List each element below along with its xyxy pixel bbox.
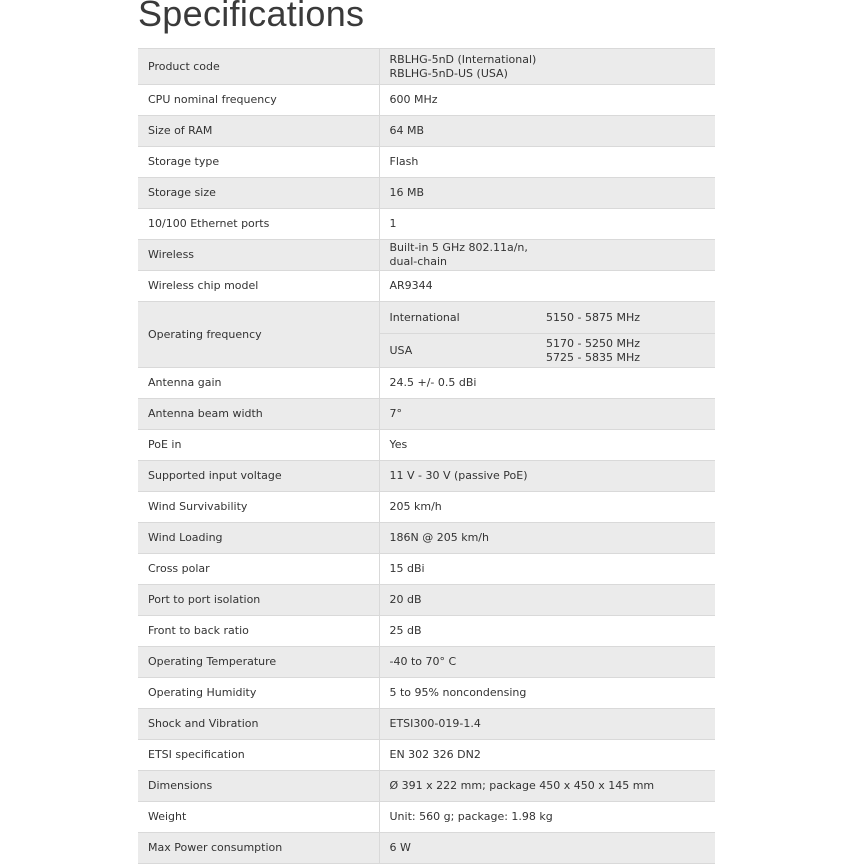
spec-row-poe-in bbox=[138, 430, 715, 461]
spec-value bbox=[379, 802, 715, 833]
spec-label: Product code bbox=[138, 49, 379, 85]
spec-row-wind-survivability bbox=[138, 492, 715, 523]
spec-row-storage-type bbox=[138, 147, 715, 178]
spec-label: PoE in bbox=[138, 430, 379, 461]
page-title: Specifications bbox=[138, 0, 365, 34]
spec-row-supported-input-voltage bbox=[138, 461, 715, 492]
spec-row-max-power-consumption bbox=[138, 833, 715, 864]
specifications-table-body bbox=[138, 49, 715, 864]
spec-value-line: 25 dB bbox=[389, 624, 422, 637]
spec-value bbox=[379, 647, 715, 678]
spec-label: Antenna gain bbox=[138, 368, 379, 399]
spec-row-dimensions bbox=[138, 771, 715, 802]
spec-value-line: dual-chain bbox=[389, 255, 448, 268]
spec-row-antenna-gain bbox=[138, 368, 715, 399]
spec-value-line: 11 V - 30 V (passive PoE) bbox=[389, 469, 528, 482]
spec-label: Wind Survivability bbox=[138, 492, 379, 523]
spec-value bbox=[379, 833, 715, 864]
spec-value-line: 5725 - 5835 MHz bbox=[546, 350, 640, 364]
spec-value bbox=[379, 523, 715, 554]
spec-label: Front to back ratio bbox=[138, 616, 379, 647]
spec-value-line: 24.5 +/- 0.5 dBi bbox=[389, 376, 477, 389]
frequency-region: USA bbox=[379, 334, 546, 368]
spec-value-line: 64 MB bbox=[389, 124, 425, 137]
spec-value-line: RBLHG-5nD-US (USA) bbox=[389, 66, 508, 80]
spec-value bbox=[379, 771, 715, 802]
spec-row-etsi-specification bbox=[138, 740, 715, 771]
spec-row-wind-loading bbox=[138, 523, 715, 554]
spec-value-line: 7° bbox=[389, 407, 402, 420]
spec-value bbox=[379, 430, 715, 461]
spec-value-line: 1 bbox=[389, 217, 397, 230]
spec-label: Shock and Vibration bbox=[138, 709, 379, 740]
spec-value-line: Unit: 560 g; package: 1.98 kg bbox=[389, 810, 553, 823]
spec-value bbox=[379, 85, 715, 116]
spec-value-line: 5150 - 5875 MHz bbox=[546, 310, 640, 324]
spec-label: Wireless bbox=[138, 240, 379, 271]
spec-row-front-to-back-ratio bbox=[138, 616, 715, 647]
spec-value bbox=[379, 678, 715, 709]
spec-value-line: Flash bbox=[389, 155, 419, 168]
spec-row-operating-humidity bbox=[138, 678, 715, 709]
spec-value bbox=[379, 368, 715, 399]
spec-row-operating-temperature bbox=[138, 647, 715, 678]
spec-label: Storage type bbox=[138, 147, 379, 178]
spec-value-line: AR9344 bbox=[389, 279, 433, 292]
spec-label: Operating frequency bbox=[138, 302, 379, 368]
spec-value bbox=[379, 209, 715, 240]
spec-row-weight bbox=[138, 802, 715, 833]
spec-value bbox=[379, 271, 715, 302]
spec-value-line: Ø 391 x 222 mm; package 450 x 450 x 145 mm bbox=[389, 779, 655, 792]
spec-value-line: 205 km/h bbox=[389, 500, 442, 513]
spec-row-10-100-ethernet-ports bbox=[138, 209, 715, 240]
spec-value-line: 600 MHz bbox=[389, 93, 438, 106]
spec-value bbox=[379, 585, 715, 616]
spec-label: Storage size bbox=[138, 178, 379, 209]
spec-row-shock-and-vibration bbox=[138, 709, 715, 740]
spec-label: Wind Loading bbox=[138, 523, 379, 554]
spec-label: CPU nominal frequency bbox=[138, 85, 379, 116]
spec-label: Wireless chip model bbox=[138, 271, 379, 302]
spec-value-line: 6 W bbox=[389, 841, 411, 854]
frequency-region: International bbox=[379, 302, 546, 334]
spec-value bbox=[379, 492, 715, 523]
spec-value bbox=[379, 709, 715, 740]
spec-value bbox=[379, 178, 715, 209]
spec-value-line: 15 dBi bbox=[389, 562, 425, 575]
spec-row-storage-size bbox=[138, 178, 715, 209]
spec-value bbox=[379, 116, 715, 147]
spec-label: Dimensions bbox=[138, 771, 379, 802]
spec-label: Supported input voltage bbox=[138, 461, 379, 492]
spec-value bbox=[379, 616, 715, 647]
spec-label: ETSI specification bbox=[138, 740, 379, 771]
spec-label: Antenna beam width bbox=[138, 399, 379, 430]
spec-value bbox=[379, 147, 715, 178]
spec-row-size-of-ram bbox=[138, 116, 715, 147]
spec-label: Max Power consumption bbox=[138, 833, 379, 864]
frequency-range bbox=[546, 334, 715, 368]
spec-label: Cross polar bbox=[138, 554, 379, 585]
spec-value bbox=[379, 461, 715, 492]
spec-row-wireless bbox=[138, 240, 715, 271]
spec-value-line: Built-in 5 GHz 802.11a/n, bbox=[389, 241, 528, 254]
specifications-table bbox=[138, 48, 715, 864]
spec-value bbox=[379, 740, 715, 771]
spec-label: Size of RAM bbox=[138, 116, 379, 147]
spec-label: Operating Temperature bbox=[138, 647, 379, 678]
spec-value-line: 5 to 95% noncondensing bbox=[389, 686, 527, 699]
spec-value-line: -40 to 70° C bbox=[389, 655, 457, 668]
spec-row-port-to-port-isolation bbox=[138, 585, 715, 616]
spec-value-line: RBLHG-5nD (International) bbox=[389, 52, 537, 66]
spec-label: Operating Humidity bbox=[138, 678, 379, 709]
spec-value-line: 5170 - 5250 MHz bbox=[546, 336, 640, 350]
spec-value-line: ETSI300-019-1.4 bbox=[389, 717, 481, 730]
spec-row-operating-frequency-international bbox=[138, 302, 715, 334]
spec-value bbox=[379, 399, 715, 430]
spec-label: Port to port isolation bbox=[138, 585, 379, 616]
spec-row-product-code bbox=[138, 49, 715, 85]
spec-label: Weight bbox=[138, 802, 379, 833]
spec-label: 10/100 Ethernet ports bbox=[138, 209, 379, 240]
spec-value bbox=[379, 554, 715, 585]
spec-row-cross-polar bbox=[138, 554, 715, 585]
spec-value bbox=[379, 240, 715, 271]
spec-row-wireless-chip-model bbox=[138, 271, 715, 302]
spec-value-line: 186N @ 205 km/h bbox=[389, 531, 489, 544]
spec-value bbox=[379, 49, 715, 85]
spec-value-line: Yes bbox=[389, 438, 408, 451]
spec-row-cpu-nominal-frequency bbox=[138, 85, 715, 116]
frequency-range bbox=[546, 302, 715, 334]
spec-value-line: 20 dB bbox=[389, 593, 422, 606]
spec-value-line: 16 MB bbox=[389, 186, 425, 199]
spec-row-antenna-beam-width bbox=[138, 399, 715, 430]
spec-value-line: EN 302 326 DN2 bbox=[389, 748, 481, 761]
